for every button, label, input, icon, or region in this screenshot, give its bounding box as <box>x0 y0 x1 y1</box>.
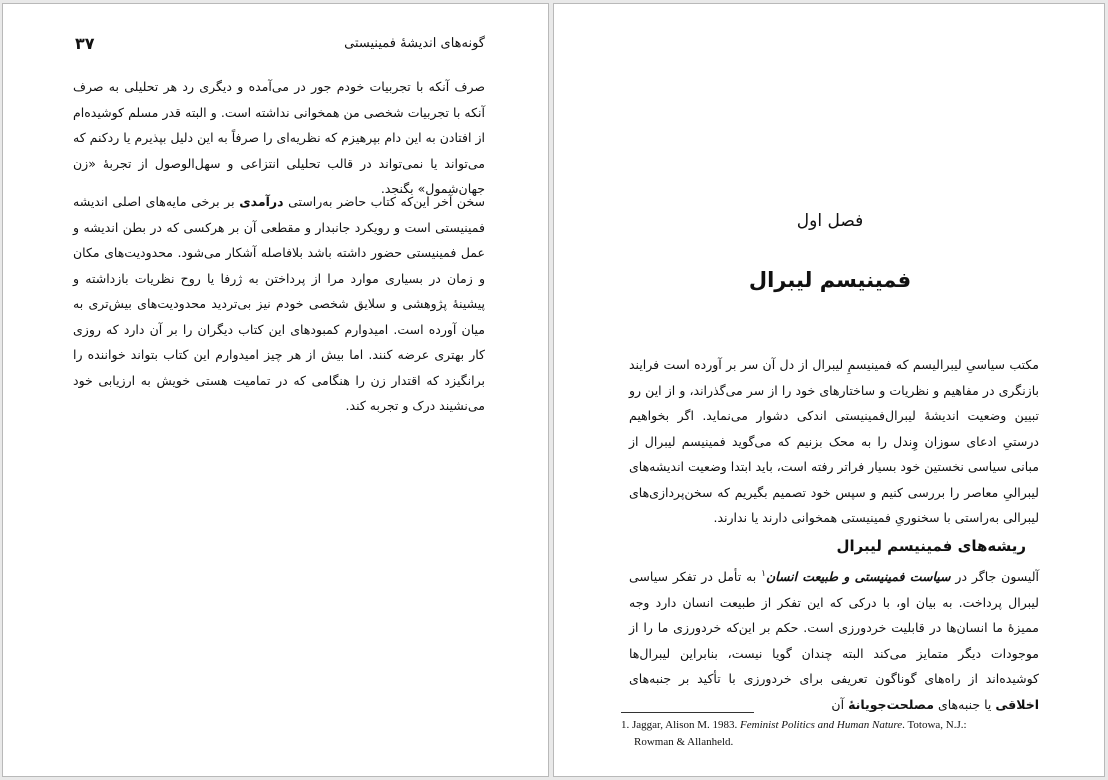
paragraph-text: صرف آنکه با تجربیات خودم جور در می‌آمده و دیگری رد هر تحلیلی به صرف آنکه با تجربیات شخصی من همخوانی نداشته است. و البته قدر مسلم کوشیده‌ام از افتادن به این دام بپرهیزم که نظریه‌ای را صرفاً به این دلیل بپذیرم یا ردکنم که می‌تواند یا نمی‌تواند در قالب تحلیلی انتزاعی و سهل‌الوصول از تجربهٔ «زن جهان‌شمول» بگنجد. <box>73 79 485 196</box>
text-run: آلیسون جاگر در <box>955 569 1039 584</box>
paragraph-text <box>73 189 485 419</box>
footnote-marker[interactable]: ۱ <box>761 568 766 579</box>
book-title: سیاست فمینیستی و طبیعت انسان <box>765 569 951 584</box>
footnote-line <box>621 717 1041 734</box>
chapter-title: فمینیسم لیبرال <box>748 268 912 292</box>
running-title: گونه‌های اندیشهٔ فمینیستی <box>344 36 485 51</box>
text-run: آن <box>831 696 845 712</box>
bold-term: مصلحت‌جویانهٔ <box>848 696 934 712</box>
footnote-line: Rowman & Allanheld. <box>634 736 734 748</box>
bold-term: درآمدی <box>239 194 284 209</box>
text-run: بر برخی مایه‌های اصلی اندیشه فمینیستی است و رویکرد جانبدار و مقطعی آن بر هرکسی که در بطن اندیشه و عمل فمینیستی حضور داشته باشد بلافاصله آشکار می‌شود. محدودیت‌های مکان و زمان در بسیاری موارد مرا از پرداختن به ژرفا یا روح نظریات بازداشته و پیشینهٔ پژوهشی و سلایق شخصی خودم نیز بی‌تردید محدودیت‌های بیش‌تری به میان آورده است. امیدوارم کمبودهای این کتاب دیگران را بر آن دارد که روزی کار بهتری عرضه کنند. اما بیش از هر چیز امیدوارم این کتاب بتواند خواننده را برانگیزد که اقتدار زن را هنگامی که در تمامیت هستی خویش به ارزیابی خود می‌نشیند درک و تجربه کند. <box>73 194 485 413</box>
running-head <box>75 34 485 56</box>
footnote-text: . Totowa, N.J.: <box>902 719 967 731</box>
text-run: یا جنبه‌های <box>937 696 992 712</box>
text-run: سخن آخر این‌که کتاب حاضر به‌راستی <box>288 194 485 209</box>
paragraph-text: مکتب سیاسیِ لیبرالیسم که فمینیسمِ لیبرال از دل آن سر بر آورده است فرایند بازنگری در مفاهیم و نظریات و ساختارهای خود را از سر می‌گذراند، و از این رو تبیین وضعیت اندیشهٔ لیبرال‌فمینیستی اندکی دشوار می‌نماید. اگر بخواهیم درستیِ ادعای سوزان وِندل را به محک بزنیم که می‌گوید فمینیسم لیبرال از مبانی سیاسی نخستین خود بسیار فراتر رفته است، باید ابتدا وضعیت اندیشه‌های لیبرالیِ معاصر را بررسی کنیم و سپس خود تصمیم بگیریم که سخن‌پردازی‌های لیبرالی به‌راستی با سخنوریِ فمینیستی همخوانی دارند یا ندارند. <box>629 357 1039 525</box>
paragraph <box>73 189 485 419</box>
text-run: به تأمل در تفکر سیاسی لیبرال پرداخت. به بیان او، با درکی که این تفکر از طبیعت انسان دارد وجه ممیزهٔ ما انسان‌ها در قابلیت خردورزی است. حکم بر این‌که خردورزی ما را از موجودات دیگر متمایز می‌کند البته چندان گویا نیست، بنابراین لیبرال‌ها کوشیده‌اند از راه‌های گوناگون تعریفی برای خردورزی با تأکید بر جنبه‌های <box>629 569 1039 686</box>
footnote-number: 1. <box>621 719 630 731</box>
left-page <box>2 3 549 777</box>
bold-term: اخلاقی <box>995 696 1039 712</box>
footnote-text: Jaggar, Alison M. 1983. <box>632 719 738 731</box>
paragraph <box>629 564 1039 717</box>
footnote-divider <box>621 712 754 713</box>
paragraph-text <box>629 564 1039 717</box>
section-heading: ریشه‌های فمینیسم لیبرال <box>836 537 1026 555</box>
chapter-label: فصل اول <box>796 211 864 231</box>
paragraph <box>73 74 485 202</box>
footnote <box>621 717 1041 751</box>
page-number: ۳۷ <box>75 34 95 53</box>
right-page <box>553 3 1105 777</box>
footnote-title: Feminist Politics and Human Nature <box>740 719 903 731</box>
paragraph <box>629 352 1039 531</box>
